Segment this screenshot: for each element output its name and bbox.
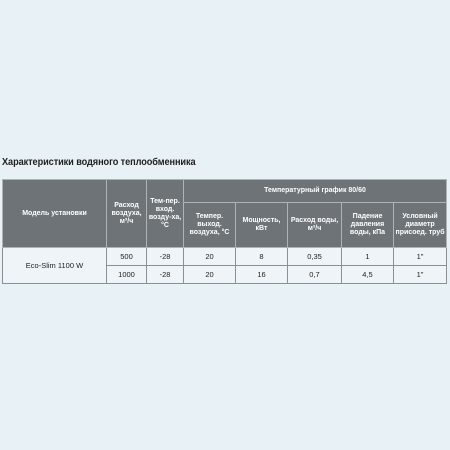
header-row-top	[3, 180, 447, 203]
cell-pressure-drop: 4,5	[342, 266, 394, 284]
header-water-flow: Расход воды, м³/ч	[288, 203, 342, 248]
cell-power: 16	[236, 266, 288, 284]
header-airflow: Расход воздуха, м³/ч	[107, 180, 147, 248]
header-temperature-schedule: Температурный график 80/60	[184, 180, 447, 203]
cell-water-flow: 0,7	[288, 266, 342, 284]
header-power: Мощность, кВт	[236, 203, 288, 248]
cell-inlet-temp: -28	[147, 248, 184, 266]
page-title: Характеристики водяного теплообменника	[2, 157, 196, 168]
cell-water-flow: 0,35	[288, 248, 342, 266]
cell-airflow: 500	[107, 248, 147, 266]
header-outlet-temp: Темпер. выход. воздуха, °С	[184, 203, 236, 248]
cell-power: 8	[236, 248, 288, 266]
cell-outlet-temp: 20	[184, 266, 236, 284]
header-model: Модель установки	[3, 180, 107, 248]
cell-airflow: 1000	[107, 266, 147, 284]
heat-exchanger-spec-table	[2, 179, 447, 284]
table-row	[3, 248, 447, 266]
cell-model-name: Eco-Slim 1100 W	[3, 248, 107, 284]
header-pipe-diameter: Условный диаметр присоед. труб	[394, 203, 447, 248]
header-inlet-temp: Тем-пер. вход. возду-ха, °С	[147, 180, 184, 248]
cell-pipe-diameter: 1"	[394, 248, 447, 266]
header-pressure-drop: Падение давления воды, кПа	[342, 203, 394, 248]
cell-inlet-temp: -28	[147, 266, 184, 284]
cell-pressure-drop: 1	[342, 248, 394, 266]
cell-pipe-diameter: 1"	[394, 266, 447, 284]
cell-outlet-temp: 20	[184, 248, 236, 266]
